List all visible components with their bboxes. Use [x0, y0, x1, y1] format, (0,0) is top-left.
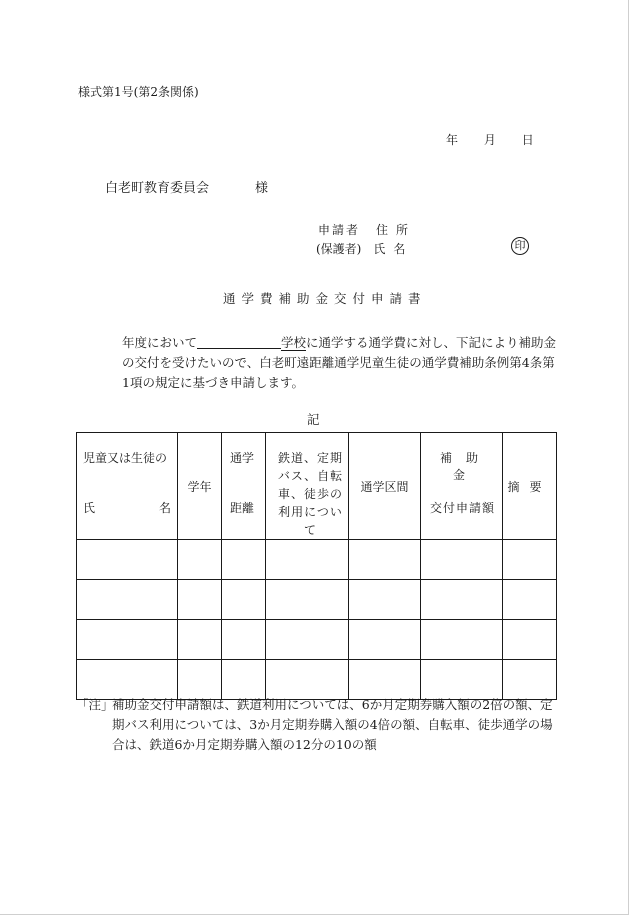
cell-student-name[interactable] [77, 580, 178, 620]
header-commute-section: 通学区間 [349, 433, 421, 540]
cell-remarks[interactable] [503, 620, 557, 660]
header-subsidy-top: 補助金 [439, 451, 492, 482]
cell-distance[interactable] [222, 620, 266, 660]
table-row [77, 620, 557, 660]
date-year: 年 [446, 133, 459, 147]
table-row [77, 540, 557, 580]
table-row [77, 660, 557, 700]
header-subsidy-bottom: 交付申請額 [430, 501, 496, 515]
header-student-name [77, 433, 178, 540]
header-remarks: 摘要 [503, 433, 557, 540]
header-grade: 学年 [178, 433, 222, 540]
ki-heading: 記 [307, 412, 320, 427]
name-label: 氏名 [373, 242, 414, 256]
cell-subsidy-amount[interactable] [421, 580, 503, 620]
date-line [446, 131, 534, 148]
address-label: 住所 [376, 223, 417, 237]
cell-remarks[interactable] [503, 660, 557, 700]
cell-student-name[interactable] [77, 620, 178, 660]
note-text: 補助金交付申請額は、鉄道利用については、6か月定期券購入額の2倍の額、定期バス利用については、3か月定期券購入額の4倍の額、自転車、徒歩通学の場合は、鉄道6か月定期券購入額の12分の10の額 [112, 697, 553, 752]
header-distance-bottom: 距離 [230, 501, 255, 515]
header-distance [222, 433, 266, 540]
cell-grade[interactable] [178, 580, 222, 620]
application-statement [88, 333, 558, 393]
cell-subsidy-amount[interactable] [421, 660, 503, 700]
cell-grade[interactable] [178, 540, 222, 580]
cell-transport-method[interactable] [266, 660, 349, 700]
cell-distance[interactable] [222, 660, 266, 700]
cell-transport-method[interactable] [266, 540, 349, 580]
statement-remainder: に通学する通学費に対し、下記により補助金の交付を受けたいので、白老町遠距離通学児童生徒の通学費補助条例第4条第1項の規定に基づき申請します。 [122, 335, 557, 390]
addressee-name: 白老町教育委員会 [105, 181, 210, 196]
applicant-label: 申請者 [318, 223, 361, 237]
cell-transport-method[interactable] [266, 580, 349, 620]
seal-mark: 印 [511, 237, 529, 255]
cell-remarks[interactable] [503, 540, 557, 580]
cell-commute-section[interactable] [349, 660, 421, 700]
school-name-blank [197, 334, 281, 349]
addressee-honorific: 様 [255, 181, 269, 196]
fiscal-year-label: 年度において [122, 335, 198, 350]
cell-student-name[interactable] [77, 660, 178, 700]
cell-distance[interactable] [222, 540, 266, 580]
header-method-text: 鉄道、定期バス、自転車、徒歩の利用について [277, 451, 344, 537]
application-table [76, 432, 557, 700]
note-block [76, 695, 562, 755]
cell-distance[interactable] [222, 580, 266, 620]
cell-subsidy-amount[interactable] [421, 620, 503, 660]
note-mark: 「注」 [76, 697, 114, 712]
applicant-address-line [318, 221, 416, 238]
school-label: 学校 [281, 335, 307, 350]
applicant-name-line [316, 240, 413, 257]
cell-grade[interactable] [178, 620, 222, 660]
date-month: 月 [483, 133, 496, 147]
header-student-right: 名 [158, 501, 171, 515]
header-student-top: 児童又は生徒の [83, 451, 168, 465]
header-student-left: 氏 [83, 501, 96, 515]
cell-student-name[interactable] [77, 540, 178, 580]
header-distance-top: 通学 [230, 451, 255, 465]
date-day: 日 [521, 133, 534, 147]
cell-commute-section[interactable] [349, 580, 421, 620]
guardian-label: (保護者) [316, 242, 362, 256]
header-transport-method [266, 433, 349, 540]
cell-remarks[interactable] [503, 580, 557, 620]
cell-commute-section[interactable] [349, 540, 421, 580]
table-header-row [77, 433, 557, 540]
cell-commute-section[interactable] [349, 620, 421, 660]
document-title: 通学費補助金交付申請書 [223, 291, 427, 306]
statement-text [88, 333, 558, 393]
header-subsidy-amount [421, 433, 503, 540]
cell-subsidy-amount[interactable] [421, 540, 503, 580]
cell-grade[interactable] [178, 660, 222, 700]
cell-transport-method[interactable] [266, 620, 349, 660]
table-row [77, 580, 557, 620]
form-number: 様式第1号(第2条関係) [78, 85, 199, 99]
addressee [105, 177, 268, 196]
